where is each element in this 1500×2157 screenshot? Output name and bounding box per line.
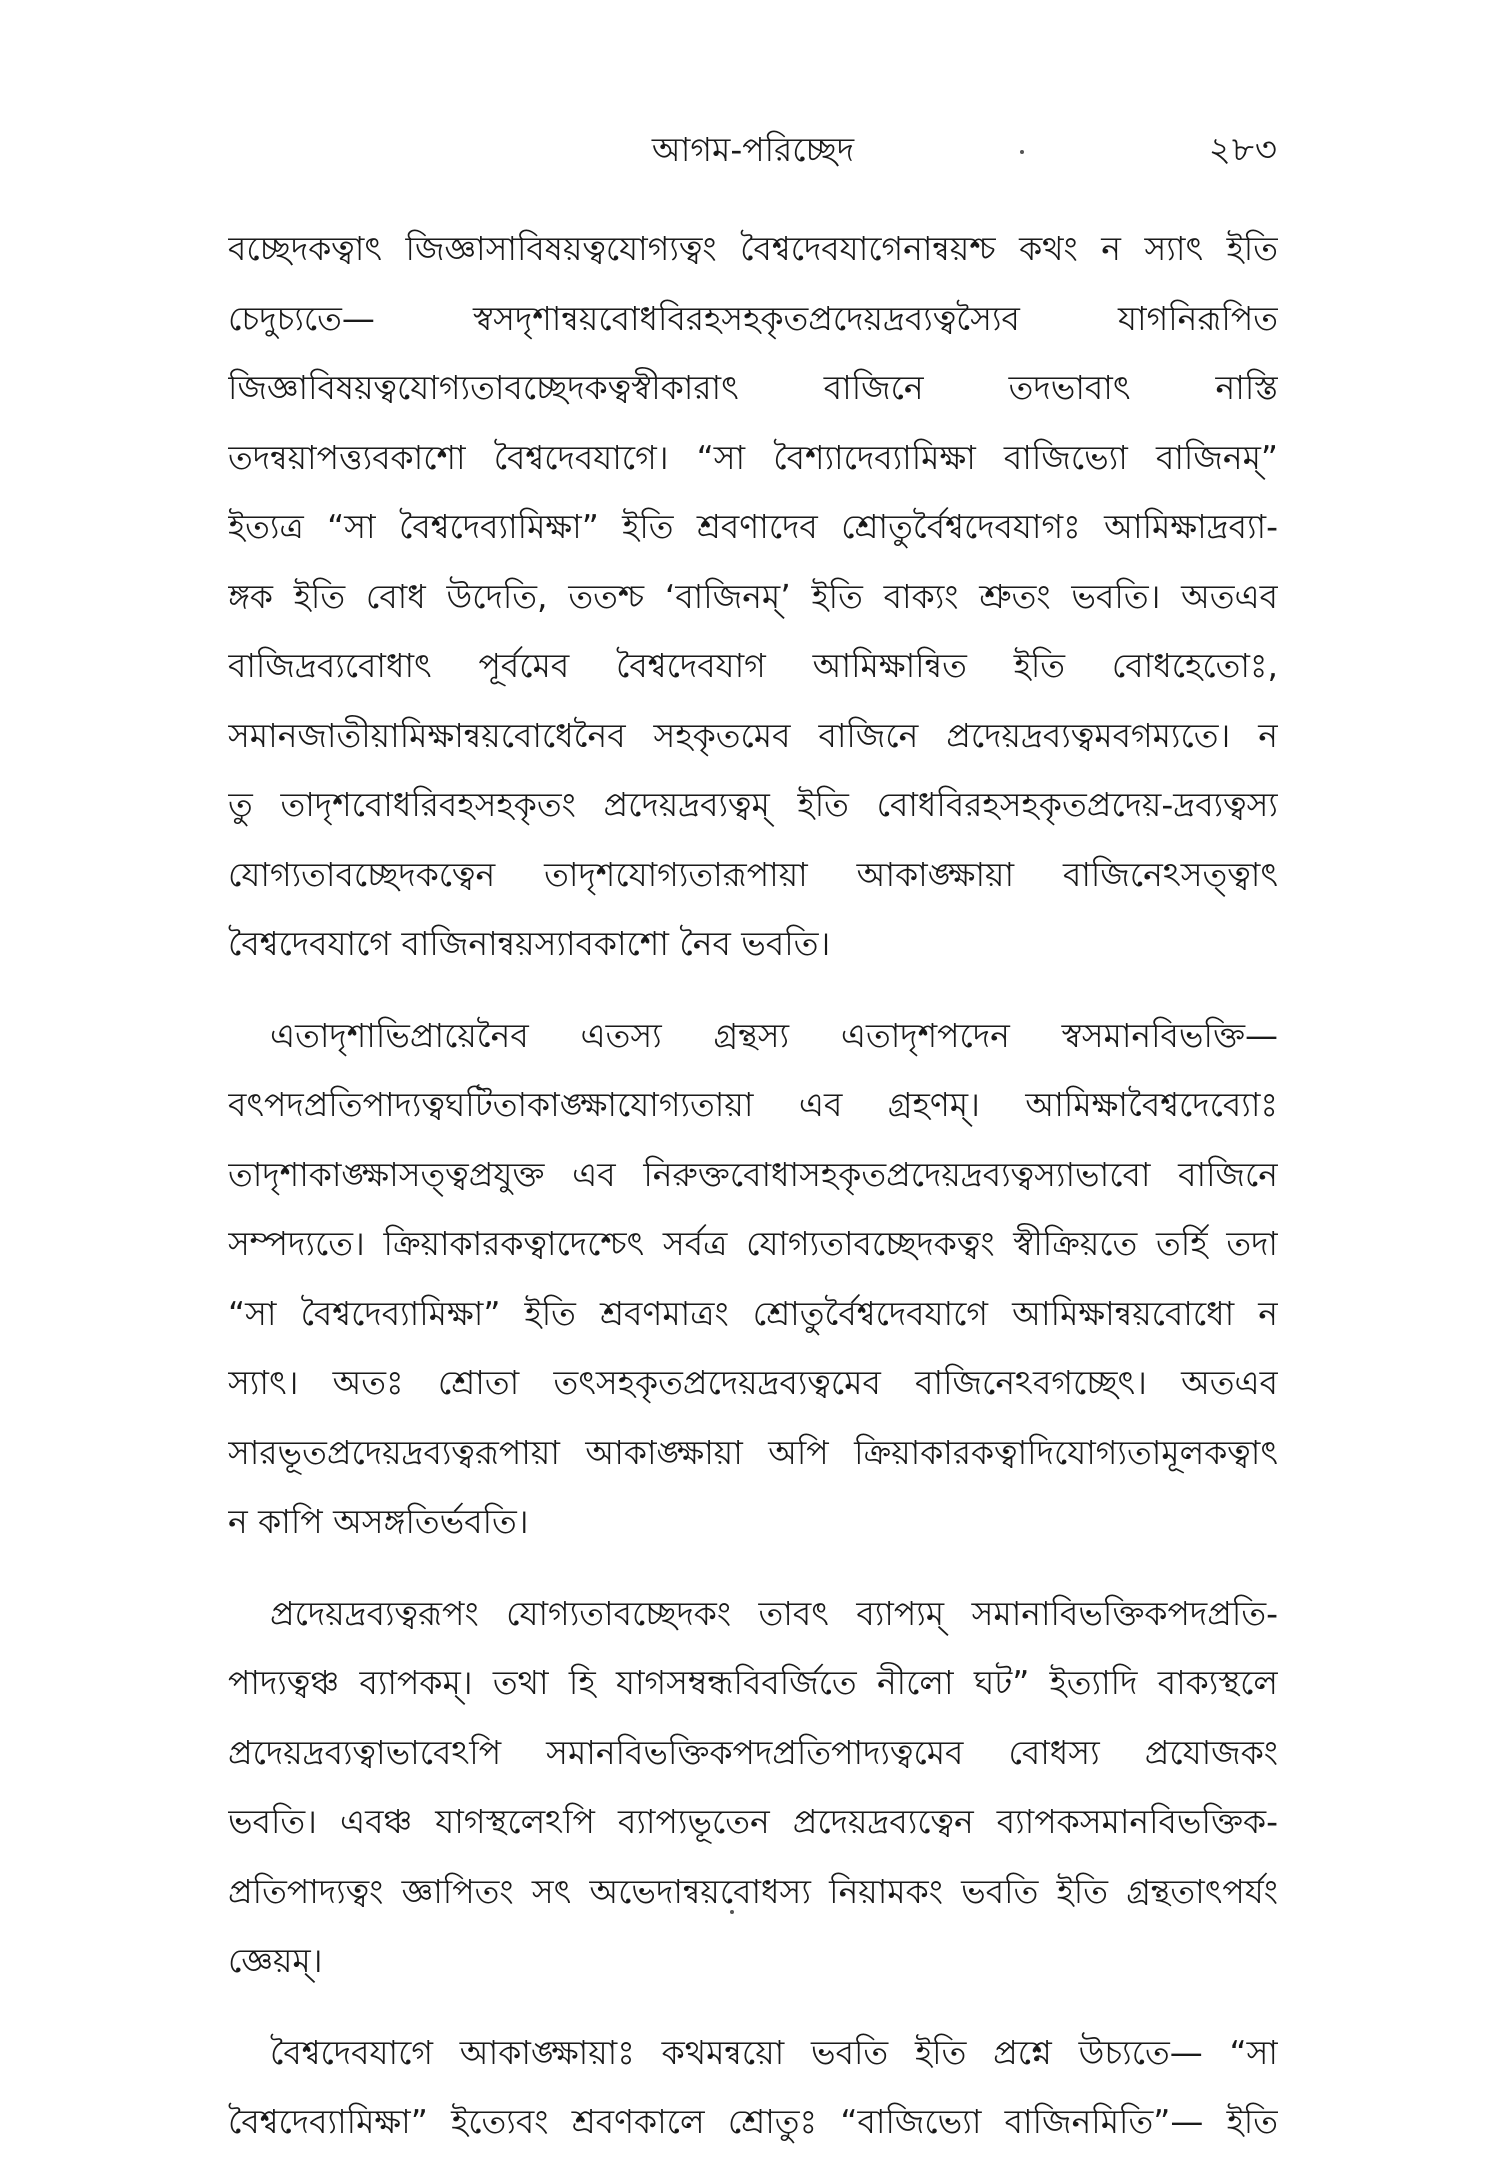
text-line: এতাদৃশাভিপ্রায়েনৈব এতস্য গ্রন্থস্য এতাদৃশপদেন স্বসমানবিভক্তি— xyxy=(270,1015,1278,1055)
text-line: বৎপদপ্রতিপাদ্যত্বঘটিতাকাঙ্ক্ষাযোগ্যতায়া এব গ্রহণম্। আমিক্ষাবৈশ্বদেব্যোঃ xyxy=(228,1085,1278,1124)
paragraph xyxy=(228,2018,1278,2157)
text-line: ভবতি। এবঞ্চ যাগস্থলেঽপি ব্যাপ্যভূতেন প্রদেয়দ্রব্যত্বেন ব্যাপকসমানবিভক্তিক- xyxy=(228,1802,1278,1841)
text-line: বৈশ্বদেব্যামিক্ষা” ইত্যেবং শ্রবণকালে শ্রোতুঃ “বাজিভ্যো বাজিনমিতি”— ইতি xyxy=(228,2102,1278,2141)
paragraph-gap xyxy=(228,1996,1278,2018)
text-line: ন কাপি অসঙ্গতির্ভবতি। xyxy=(228,1502,529,1541)
text-line: তদন্বয়াপত্ত্যবকাশো বৈশ্বদেবযাগে। “সা বৈশ্যাদেব্যামিক্ষা বাজিভ্যো বাজিনম্” xyxy=(228,437,1278,477)
text-line: বাজিদ্রব্যবোধাৎ পূর্বমেব বৈশ্বদেবযাগ আমিক্ষান্বিত ইতি বোধহেতোঃ, xyxy=(228,646,1278,685)
paragraph xyxy=(228,1001,1278,1557)
text-line: বৈশ্বদেবযাগে আকাঙ্ক্ষায়াঃ কথমন্বয়ো ভবতি ইতি প্রশ্নে উচ্যতে— “সা xyxy=(270,2032,1278,2072)
text-line: যোগ্যতাবচ্ছেদকত্বেন তাদৃশযোগ্যতারূপায়া আকাঙ্ক্ষায়া বাজিনেঽসত্ত্বাৎ xyxy=(228,854,1278,894)
text-line: বৈশ্বদেবযাগে বাজিনান্বয়স্যাবকাশো নৈব ভবতি। xyxy=(228,924,831,963)
body-text xyxy=(228,214,1278,2157)
text-line: স্যাৎ। অতঃ শ্রোতা তৎসহকৃতপ্রদেয়দ্রব্যত্বমেব বাজিনেঽবগচ্ছেৎ। অতএব xyxy=(228,1363,1278,1402)
paragraph-gap xyxy=(228,979,1278,1001)
text-line: বচ্ছেদকত্বাৎ জিজ্ঞাসাবিষয়ত্বযোগ্যত্বং বৈশ্বদেবযাগেনান্বয়শ্চ কথং ন স্যাৎ ইতি xyxy=(228,229,1278,268)
text-line: জ্ঞেয়ম্। xyxy=(228,1941,323,1980)
text-line: সম্পদ্যতে। ক্রিয়াকারকত্বাদেশ্চেৎ সর্বত্র যোগ্যতাবচ্ছেদকত্বং স্বীক্রিয়তে তর্হি তদা xyxy=(228,1224,1278,1263)
text-line: ইত্যত্র “সা বৈশ্বদেব্যামিক্ষা” ইতি শ্রবণাদেব শ্রোতুর্বৈশ্বদেবযাগঃ আমিক্ষাদ্রব্যা- xyxy=(228,507,1278,546)
text-line: প্রতিপাদ্যত্বং জ্ঞাপিতং সৎ অভেদান্বয়বোধস্য নিয়ামকং ভবতি ইতি গ্রন্থতাৎপর্যং xyxy=(228,1871,1278,1911)
running-title: আগম-পরিচ্ছেদ xyxy=(651,130,855,169)
text-line: পাদ্যত্বঞ্চ ব্যাপকম্। তথা হি যাগসম্বন্ধবিবর্জিতে নীলো ঘট” ইত্যাদি বাক্যস্থলে xyxy=(228,1663,1278,1702)
text-line: তাদৃশাকাঙ্ক্ষাসত্ত্বপ্রযুক্ত এব নিরুক্তবোধাসহকৃতপ্রদেয়দ্রব্যত্বস্যাভাবো বাজিনে xyxy=(228,1154,1278,1194)
print-speck xyxy=(1020,150,1024,154)
text-line: চেদুচ্যতে— স্বসদৃশান্বয়বোধবিরহসহকৃতপ্রদেয়দ্রব্যত্বস্যৈব যাগনিরূপিত xyxy=(228,298,1278,338)
text-line: তু তাদৃশবোধরিবহসহকৃতং প্রদেয়দ্রব্যত্বম্ ইতি বোধবিরহসহকৃতপ্রদেয়-দ্রব্যত্বস্য xyxy=(228,785,1278,824)
text-line: সারভূতপ্রদেয়দ্রব্যত্বরূপায়া আকাঙ্ক্ষায়া অপি ক্রিয়াকারকত্বাদিযোগ্যতামূলকত্বাৎ xyxy=(228,1432,1278,1472)
running-head xyxy=(228,130,1278,190)
text-line: সমানজাতীয়ামিক্ষান্বয়বোধেনৈব সহকৃতমেব বাজিনে প্রদেয়দ্রব্যত্বমবগম্যতে। ন xyxy=(228,715,1278,755)
text-line: জিজ্ঞাবিষয়ত্বযোগ্যতাবচ্ছেদকত্বস্বীকারাৎ বাজিনে তদভাবাৎ নাস্তি xyxy=(228,368,1278,407)
paragraph xyxy=(228,1579,1278,1996)
text-line: প্রদেয়দ্রব্যত্বরূপং যোগ্যতাবচ্ছেদকং তাবৎ ব্যাপ্যম্ সমানাবিভক্তিকপদপ্রতি- xyxy=(270,1593,1278,1633)
text-line: প্রদেয়দ্রব্যত্বাভাবেঽপি সমানবিভক্তিকপদপ্রতিপাদ্যত্বমেব বোধস্য প্রযোজকং xyxy=(228,1732,1278,1772)
paragraph-gap xyxy=(228,1557,1278,1579)
paragraph xyxy=(228,214,1278,979)
page-number: ২৮৩ xyxy=(1208,130,1278,170)
text-line: ঙ্গক ইতি বোধ উদেতি, ততশ্চ ‘বাজিনম্’ ইতি বাক্যং শ্রুতং ভবতি। অতএব xyxy=(228,576,1278,616)
text-line: “সা বৈশ্বদেব্যামিক্ষা” ইতি শ্রবণমাত্রং শ্রোতুর্বৈশ্বদেবযাগে আমিক্ষান্বয়বোধো ন xyxy=(228,1293,1278,1333)
